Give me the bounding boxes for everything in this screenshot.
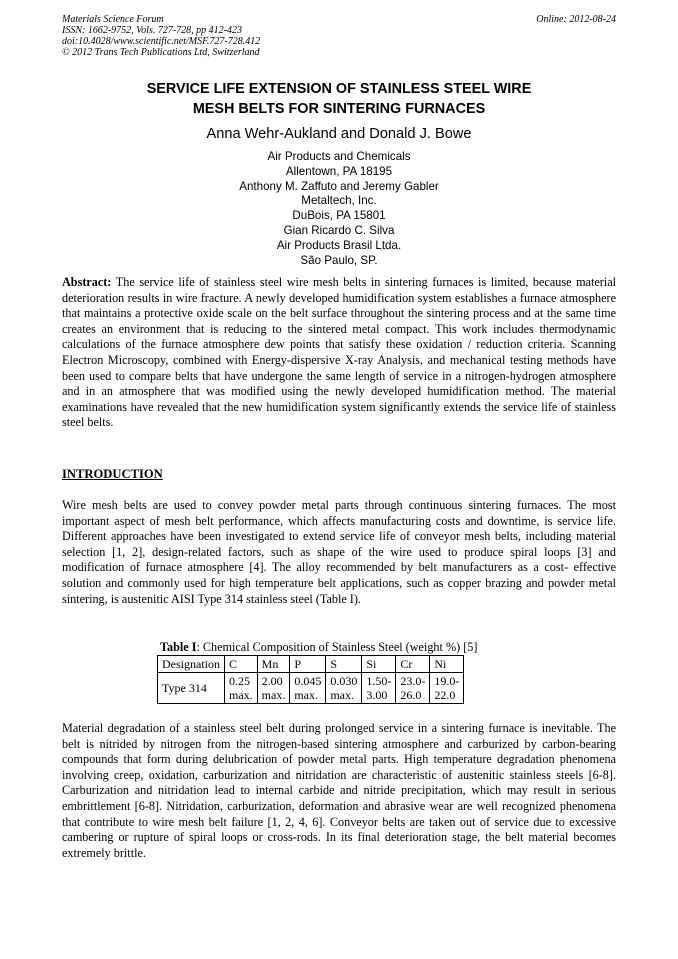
abstract-label: Abstract: [62,275,112,289]
table-cell [290,673,326,704]
cell-value: 26.0 [400,688,422,702]
table-header-cell: P [290,656,326,673]
abstract [62,275,616,431]
table-cell [362,673,396,704]
affiliation-line: Air Products and Chemicals [267,150,411,163]
copyright-line: © 2012 Trans Tech Publications Ltd, Switzerland [62,47,260,58]
title-line-1: SERVICE LIFE EXTENSION OF STAINLESS STEEL WIRE [146,81,532,97]
cell-value: 1.50- [366,674,392,688]
table-row [158,673,464,704]
table-header-cell: Designation [158,656,225,673]
intro-paragraph-1: Wire mesh belts are used to convey powder metal parts through continuous sintering furnaces. The most important aspect of mesh belt performance, which affects manufacturing costs and downtime, is service life. Different approaches have been investigated to extend service life of conveyor mesh belts, including material selection [1, 2], design-related factors, such as shape of the wire used to produce spiral loops [3] and modification of furnace atmosphere [4]. The alloy recommended by belt manufacturers as a cost- effective solution and commonly used for high temperature belt applications, such as copper brazing and powder metal sintering, is austenitic AISI Type 314 stainless steel (Table I). [62,498,616,606]
affiliation-line: Metaltech, Inc. [301,194,377,208]
title-line-2: MESH BELTS FOR SINTERING FURNACES [192,101,486,117]
cell-value: 0.25 [229,674,250,688]
affiliations [62,150,616,268]
table-header-cell: Si [362,656,396,673]
table-cell [225,673,258,704]
doi-line: doi:10.4028/www.scientific.net/MSF.727-728.412 [62,36,261,47]
cell-value: 19.0- [434,674,460,688]
section-heading: INTRODUCTION [62,467,163,481]
cell-value: 22.0 [434,688,456,702]
paper-title [62,79,616,119]
table-cell-designation: Type 314 [158,673,225,704]
cell-value: 0.030 [330,674,358,688]
cell-qualifier: max. [294,688,319,702]
table-header-cell: Cr [396,656,430,673]
cell-value: 0.045 [294,674,322,688]
cell-qualifier: max. [330,688,355,702]
affiliation-line: São Paulo, SP. [300,253,378,267]
table-header-row [158,656,464,673]
journal-header [62,14,616,58]
online-date: Online: 2012-08-24 [536,14,616,25]
affiliation-line: Gian Ricardo C. Silva [283,223,395,237]
journal-name: Materials Science Forum [62,14,164,25]
affiliation-line: Allentown, PA 18195 [285,164,393,178]
cell-qualifier: max. [229,688,253,702]
table-header-cell: Ni [430,656,464,673]
table-cell [430,673,464,704]
composition-table [157,655,464,704]
affiliation-line: Air Products Brasil Ltda. [276,238,402,252]
table-caption-label: Table I [160,640,197,654]
cell-value: 23.0- [400,674,426,688]
table-caption [160,640,477,655]
abstract-text: The service life of stainless steel wire mesh belts in sintering furnaces is limited, because material deterioration results in wire fracture. A newly developed humidification system establishes a furnace atmosphere that maintains a protective oxide scale on the belt surface throughout the sintering process and at the same time creates an environment that is reducing to the sintered metal compact. This work includes thermodynamic calculations of the furnace atmosphere dew points that satisfy these oxidation / reduction criteria. Scanning Electron Microscopy, combined with Energy-dispersive X-ray Analysis, and mechanical testing methods have been used to compare belts that have undergone the same length of service in a nitrogen-hydrogen atmosphere and in an atmosphere that was modified using the newly developed humidification method. The material examinations have revealed that the new humidification system significantly extends the service life of stainless steel belts. [62,275,616,430]
table-caption-text: : Chemical Composition of Stainless Steel (weight %) [5] [196,640,478,654]
table-header-cell: Mn [257,656,290,673]
table-cell [257,673,290,704]
affiliation-line: DuBois, PA 15801 [292,209,386,223]
table-cell [396,673,430,704]
intro-paragraph-2: Material degradation of a stainless steel belt during prolonged service in a sintering furnace is inevitable. The belt is nitrided by nitrogen from the nitrogen-based sintering atmosphere and carburized by carbon-bearing compounds that form during delubrication of powder metal parts. High temperature degradation phenomena involving creep, oxidation, carburization and nitridation are characteristic of austenitic stainless steels [6-8]. Carburization and nitridation lead to internal carbide and nitride precipitation, which may result in serious embrittlement [6-8]. Nitridation, carburization, deformation and abrasive wear are well recognized phenomena that contribute to wire mesh belt failure [1, 2, 4, 6]. Conveyor belts are taken out of service due to excessive cambering or rupture of spiral loops or cross-rods. In its final deterioration stage, the belt material becomes extremely brittle. [62,721,616,860]
cell-value: 2.00 [261,674,283,688]
table-cell [326,673,362,704]
table-header-cell: C [225,656,258,673]
issn-line: ISSN: 1662-9752, Vols. 727-728, pp 412-423 [62,25,242,36]
table-header-cell: S [326,656,362,673]
cell-qualifier: max. [261,688,286,702]
authors: Anna Wehr-Aukland and Donald J. Bowe [206,126,472,142]
affiliation-line: Anthony M. Zaffuto and Jeremy Gabler [239,179,439,193]
cell-value: 3.00 [366,688,388,702]
